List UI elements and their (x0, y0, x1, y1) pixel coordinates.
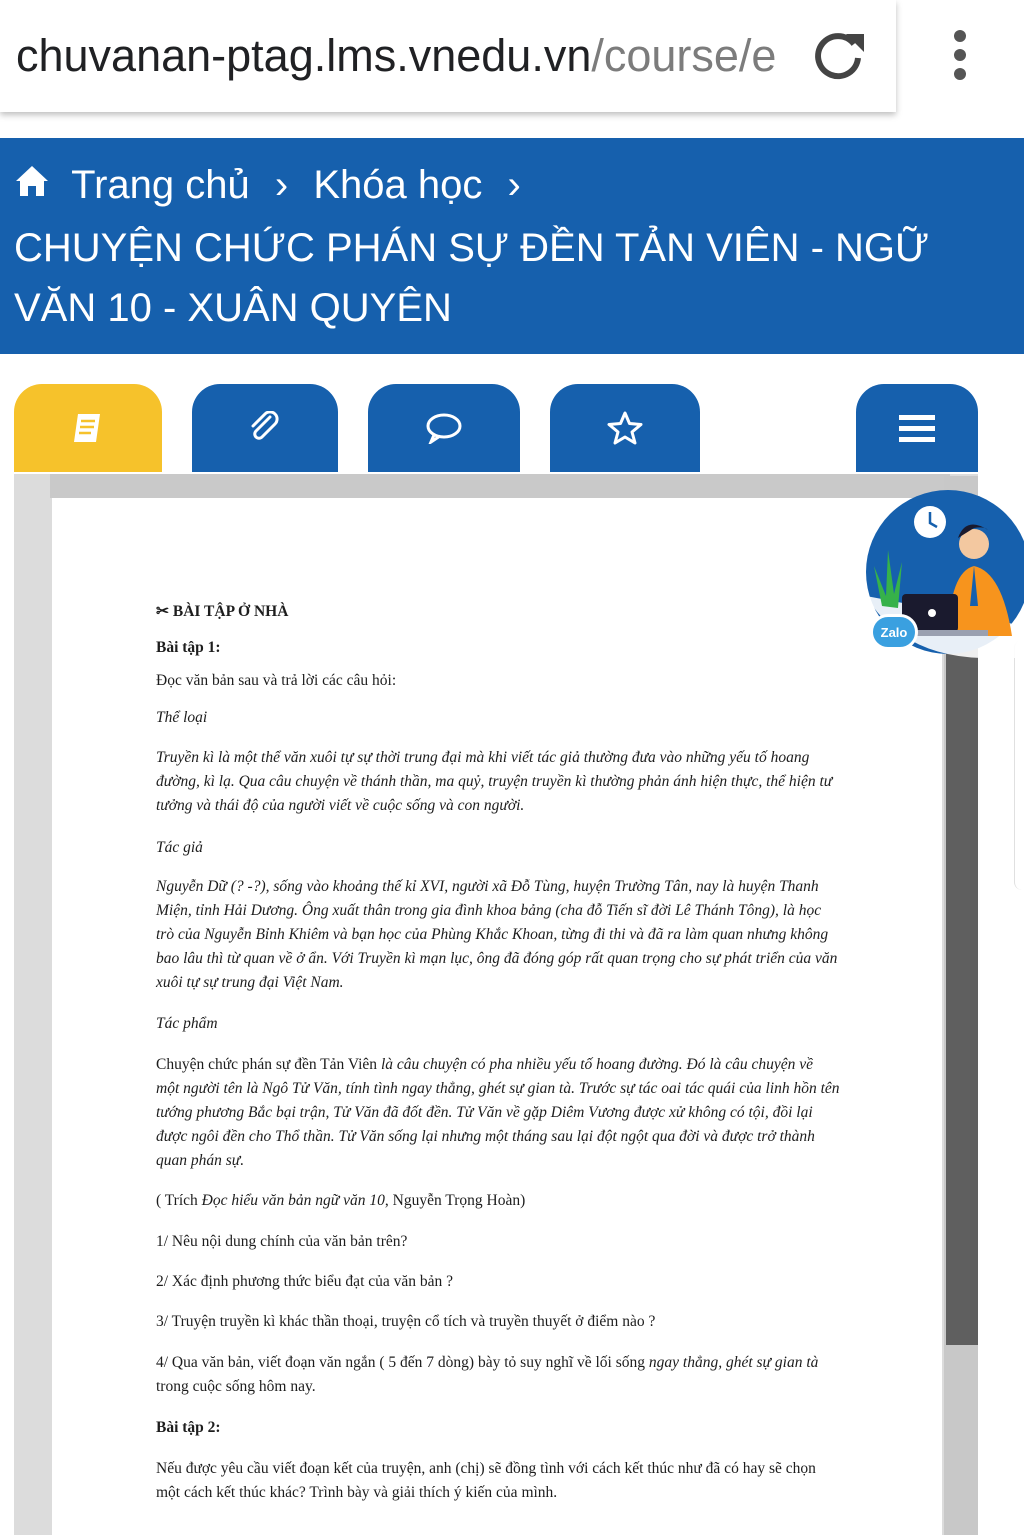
more-vert-icon[interactable] (940, 24, 980, 88)
chevron-right-icon: › (507, 163, 521, 208)
doc-heading: ✂ BÀI TẬP Ở NHÀ (156, 603, 289, 620)
url-field[interactable] (16, 28, 786, 84)
tab-menu[interactable] (856, 384, 978, 472)
book-icon (70, 411, 106, 445)
edge-handle (1014, 640, 1024, 890)
course-header (0, 138, 1024, 354)
scrollbar-thumb[interactable] (946, 640, 978, 1345)
question-4: 4/ Qua văn bản, viết đoạn văn ngắn ( 5 đến 7 dòng) bày tỏ suy nghĩ về lối sống ngay thẳng, ghét sự gian tà trong cuộc sống hôm nay. (156, 1354, 819, 1395)
reload-icon[interactable] (808, 24, 868, 84)
paperclip-icon (248, 411, 282, 445)
tab-attachments[interactable] (192, 384, 338, 472)
zalo-badge[interactable]: Zalo (870, 614, 918, 650)
support-widget[interactable] (862, 486, 1024, 666)
course-tabs (0, 384, 1024, 474)
exercise-2-text: Nếu được yêu cầu viết đoạn kết của truyện, anh (chị) sẽ đồng tình với cách kết thúc như đã có hay sẽ chọn một cách kết thúc khác? Trình bày và giải thích ý kiến của mình. (156, 1460, 816, 1501)
scissors-icon: ✂ (156, 603, 173, 620)
section-genre-title: Thể loại (156, 709, 208, 726)
section-work-text: Chuyện chức phán sự đền Tản Viên là câu chuyện có pha nhiều yếu tố hoang đường. Đó là câu chuyện về một người tên là Ngô Tử Văn, tính tình ngay thẳng, ghét sự gian tà. Trước sự tác oai tác quái của linh hồn tên tướng phương Bắc bại trận, Tử Văn đã đốt đền. Tử Văn về gặp Diêm Vương được xử không có tội, đồi lại được ngôi đền cho Thổ thần. Tử Văn sống lại nhưng một tháng sau lại đột ngột qua đời và được trở thành quan phán sự. (156, 1056, 840, 1169)
url-path: /course/e (591, 30, 777, 81)
tab-favorites[interactable] (550, 384, 700, 472)
chat-bubble-icon (425, 412, 463, 444)
browser-address-bar (0, 0, 896, 112)
tab-content[interactable] (14, 384, 162, 472)
section-work-title: Tác phẩm (156, 1015, 218, 1032)
section-author-title: Tác giả (156, 839, 203, 856)
star-icon (607, 411, 643, 445)
section-genre-text: Truyền kì là một thể văn xuôi tự sự thời trung đại mà khi viết tác giả thường đưa vào những yếu tố hoang đường, kì lạ. Qua câu chuyện về thánh thần, ma quỷ, truyện truyền kì thường phản ánh hiện thực, thể hiện tư tưởng và thái độ của người viết về cuộc sống và con người. (156, 749, 833, 814)
breadcrumb-home[interactable]: Trang chủ (71, 163, 250, 208)
tab-discussion[interactable] (368, 384, 520, 472)
breadcrumb (14, 158, 535, 210)
chevron-right-icon: › (274, 163, 289, 208)
viewer-top-border (50, 474, 950, 498)
section-author-text: Nguyễn Dữ (? -?), sống vào khoảng thế kỉ XVI, người xã Đỗ Tùng, huyện Trường Tân, nay là huyện Thanh Miện, tỉnh Hải Dương. Ông xuất thân trong gia đình khoa bảng (cha đỗ Tiến sĩ đời Lê Thánh Tông), là học trò của Nguyễn Bỉnh Khiêm và bạn học của Phùng Khắc Khoan, từng đi thi và đã ra làm quan nhưng không bao lâu thì từ quan về ở ẩn. Với Truyền kì mạn lục, ông đã đóng góp rất quan trọng cho sự phát triển của văn xuôi tự sự trung đại Việt Nam. (156, 878, 838, 991)
home-icon[interactable] (14, 160, 50, 210)
question-3: 3/ Truyện truyền kì khác thần thoại, truyện cổ tích và truyền thuyết ở điểm nào ? (156, 1313, 656, 1330)
exercise-2-title: Bài tập 2: (156, 1419, 221, 1436)
breadcrumb-courses[interactable]: Khóa học (313, 163, 483, 208)
exercise-1-title: Bài tập 1: (156, 639, 221, 656)
course-title: CHUYỆN CHỨC PHÁN SỰ ĐỀN TẢN VIÊN - NGỮ VĂN 10 - XUÂN QUYÊN (14, 226, 930, 330)
citation: ( Trích Đọc hiểu văn bản ngữ văn 10, Nguyễn Trọng Hoàn) (156, 1192, 526, 1209)
exercise-1-intro: Đọc văn bản sau và trả lời các câu hỏi: (156, 672, 397, 689)
url-host: chuvanan-ptag.lms.vnedu.vn (16, 30, 592, 81)
hamburger-menu-icon (898, 412, 936, 444)
question-2: 2/ Xác định phương thức biểu đạt của văn bản ? (156, 1273, 454, 1290)
question-1: 1/ Nêu nội dung chính của văn bản trên? (156, 1233, 408, 1250)
